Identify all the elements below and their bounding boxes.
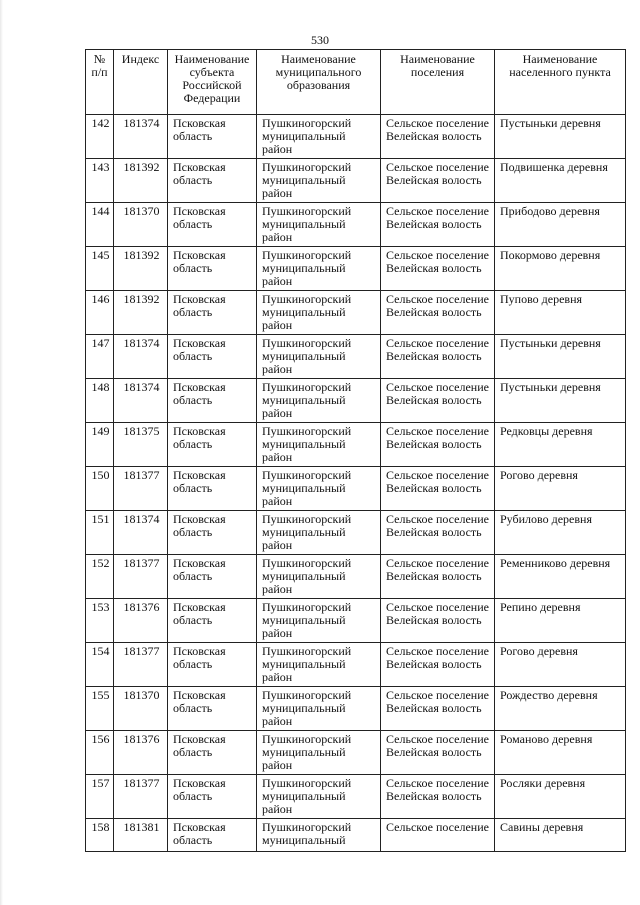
- cell-subject: Псковская область: [168, 379, 257, 423]
- cell-municipality: Пушкиногорский муниципальный район: [257, 159, 381, 203]
- table-row: [86, 643, 626, 687]
- table-row: [86, 203, 626, 247]
- header-settlement: Наименование поселения: [381, 50, 495, 115]
- cell-settlement: Сельское поселение Велейская волость: [381, 643, 495, 687]
- cell-num: 143: [86, 159, 114, 203]
- cell-municipality: Пушкиногорский муниципальный район: [257, 203, 381, 247]
- cell-num: 150: [86, 467, 114, 511]
- cell-locality: Прибодово деревня: [495, 203, 626, 247]
- cell-municipality: Пушкиногорский муниципальный район: [257, 291, 381, 335]
- cell-subject: Псковская область: [168, 643, 257, 687]
- table-body: [86, 115, 626, 852]
- table-row: [86, 687, 626, 731]
- cell-locality: Редковцы деревня: [495, 423, 626, 467]
- cell-locality: Рогово деревня: [495, 467, 626, 511]
- cell-municipality: Пушкиногорский муниципальный район: [257, 467, 381, 511]
- cell-num: 156: [86, 731, 114, 775]
- cell-locality: Пустыньки деревня: [495, 335, 626, 379]
- cell-num: 145: [86, 247, 114, 291]
- cell-index: 181376: [114, 731, 168, 775]
- cell-index: 181374: [114, 115, 168, 159]
- cell-locality: Покормово деревня: [495, 247, 626, 291]
- cell-subject: Псковская область: [168, 511, 257, 555]
- cell-settlement: Сельское поселение Велейская волость: [381, 115, 495, 159]
- cell-settlement: Сельское поселение: [381, 819, 495, 852]
- cell-subject: Псковская область: [168, 423, 257, 467]
- cell-settlement: Сельское поселение Велейская волость: [381, 379, 495, 423]
- cell-municipality: Пушкиногорский муниципальный район: [257, 379, 381, 423]
- cell-locality: Пупово деревня: [495, 291, 626, 335]
- cell-subject: Псковская область: [168, 555, 257, 599]
- header-index: Индекс: [114, 50, 168, 115]
- cell-num: 155: [86, 687, 114, 731]
- cell-settlement: Сельское поселение Велейская волость: [381, 731, 495, 775]
- cell-subject: Псковская область: [168, 247, 257, 291]
- cell-municipality: Пушкиногорский муниципальный: [257, 819, 381, 852]
- cell-subject: Псковская область: [168, 687, 257, 731]
- cell-locality: Рождество деревня: [495, 687, 626, 731]
- cell-locality: Росляки деревня: [495, 775, 626, 819]
- cell-locality: Репино деревня: [495, 599, 626, 643]
- header-locality: Наименование населенного пункта: [495, 50, 626, 115]
- cell-index: 181370: [114, 687, 168, 731]
- cell-index: 181392: [114, 159, 168, 203]
- cell-num: 151: [86, 511, 114, 555]
- header-municipality: Наименование муниципального образования: [257, 50, 381, 115]
- header-row: [86, 50, 626, 115]
- cell-subject: Псковская область: [168, 731, 257, 775]
- cell-num: 148: [86, 379, 114, 423]
- cell-municipality: Пушкиногорский муниципальный район: [257, 335, 381, 379]
- table-row: [86, 159, 626, 203]
- cell-num: 157: [86, 775, 114, 819]
- cell-index: 181374: [114, 511, 168, 555]
- cell-num: 144: [86, 203, 114, 247]
- cell-municipality: Пушкиногорский муниципальный район: [257, 115, 381, 159]
- table-row: [86, 291, 626, 335]
- table-row: [86, 511, 626, 555]
- localities-table: [85, 49, 626, 852]
- cell-settlement: Сельское поселение Велейская волость: [381, 159, 495, 203]
- cell-settlement: Сельское поселение Велейская волость: [381, 467, 495, 511]
- page-number: 530: [311, 33, 329, 47]
- cell-index: 181377: [114, 555, 168, 599]
- cell-municipality: Пушкиногорский муниципальный район: [257, 687, 381, 731]
- cell-num: 146: [86, 291, 114, 335]
- cell-municipality: Пушкиногорский муниципальный район: [257, 247, 381, 291]
- cell-index: 181376: [114, 599, 168, 643]
- cell-index: 181392: [114, 247, 168, 291]
- cell-settlement: Сельское поселение Велейская волость: [381, 423, 495, 467]
- cell-locality: Ременниково деревня: [495, 555, 626, 599]
- table-row: [86, 335, 626, 379]
- cell-index: 181374: [114, 379, 168, 423]
- cell-num: 153: [86, 599, 114, 643]
- cell-locality: Рогово деревня: [495, 643, 626, 687]
- cell-locality: Пустыньки деревня: [495, 115, 626, 159]
- cell-settlement: Сельское поселение Велейская волость: [381, 247, 495, 291]
- cell-num: 149: [86, 423, 114, 467]
- cell-settlement: Сельское поселение Велейская волость: [381, 291, 495, 335]
- cell-index: 181375: [114, 423, 168, 467]
- cell-municipality: Пушкиногорский муниципальный район: [257, 775, 381, 819]
- cell-settlement: Сельское поселение Велейская волость: [381, 555, 495, 599]
- cell-subject: Псковская область: [168, 115, 257, 159]
- cell-index: 181370: [114, 203, 168, 247]
- scan-edge: [0, 0, 3, 905]
- cell-subject: Псковская область: [168, 335, 257, 379]
- cell-num: 158: [86, 819, 114, 852]
- cell-municipality: Пушкиногорский муниципальный район: [257, 643, 381, 687]
- cell-num: 142: [86, 115, 114, 159]
- cell-locality: Пустыньки деревня: [495, 379, 626, 423]
- cell-index: 181377: [114, 467, 168, 511]
- cell-settlement: Сельское поселение Велейская волость: [381, 203, 495, 247]
- cell-locality: Подвишенка деревня: [495, 159, 626, 203]
- table-row: [86, 467, 626, 511]
- cell-num: 154: [86, 643, 114, 687]
- cell-index: 181392: [114, 291, 168, 335]
- cell-settlement: Сельское поселение Велейская волость: [381, 775, 495, 819]
- table-row: [86, 115, 626, 159]
- header-subject: Наименование субъекта Российской Федерации: [168, 50, 257, 115]
- cell-municipality: Пушкиногорский муниципальный район: [257, 599, 381, 643]
- table-row: [86, 247, 626, 291]
- table-row: [86, 731, 626, 775]
- cell-municipality: Пушкиногорский муниципальный район: [257, 423, 381, 467]
- cell-settlement: Сельское поселение Велейская волость: [381, 335, 495, 379]
- table-row: [86, 599, 626, 643]
- cell-subject: Псковская область: [168, 203, 257, 247]
- cell-locality: Рубилово деревня: [495, 511, 626, 555]
- cell-index: 181377: [114, 775, 168, 819]
- table-row: [86, 423, 626, 467]
- cell-num: 147: [86, 335, 114, 379]
- cell-index: 181377: [114, 643, 168, 687]
- cell-municipality: Пушкиногорский муниципальный район: [257, 511, 381, 555]
- cell-municipality: Пушкиногорский муниципальный район: [257, 555, 381, 599]
- cell-locality: Савины деревня: [495, 819, 626, 852]
- cell-subject: Псковская область: [168, 599, 257, 643]
- cell-settlement: Сельское поселение Велейская волость: [381, 511, 495, 555]
- cell-num: 152: [86, 555, 114, 599]
- cell-settlement: Сельское поселение Велейская волость: [381, 599, 495, 643]
- cell-settlement: Сельское поселение Велейская волость: [381, 687, 495, 731]
- table-header: [86, 50, 626, 115]
- table-row: [86, 819, 626, 852]
- cell-municipality: Пушкиногорский муниципальный район: [257, 731, 381, 775]
- cell-subject: Псковская область: [168, 467, 257, 511]
- table-row: [86, 555, 626, 599]
- cell-index: 181374: [114, 335, 168, 379]
- cell-locality: Романово деревня: [495, 731, 626, 775]
- table-row: [86, 379, 626, 423]
- cell-subject: Псковская область: [168, 159, 257, 203]
- cell-subject: Псковская область: [168, 775, 257, 819]
- cell-subject: Псковская область: [168, 819, 257, 852]
- table-row: [86, 775, 626, 819]
- cell-index: 181381: [114, 819, 168, 852]
- cell-subject: Псковская область: [168, 291, 257, 335]
- header-num: № п/п: [86, 50, 114, 115]
